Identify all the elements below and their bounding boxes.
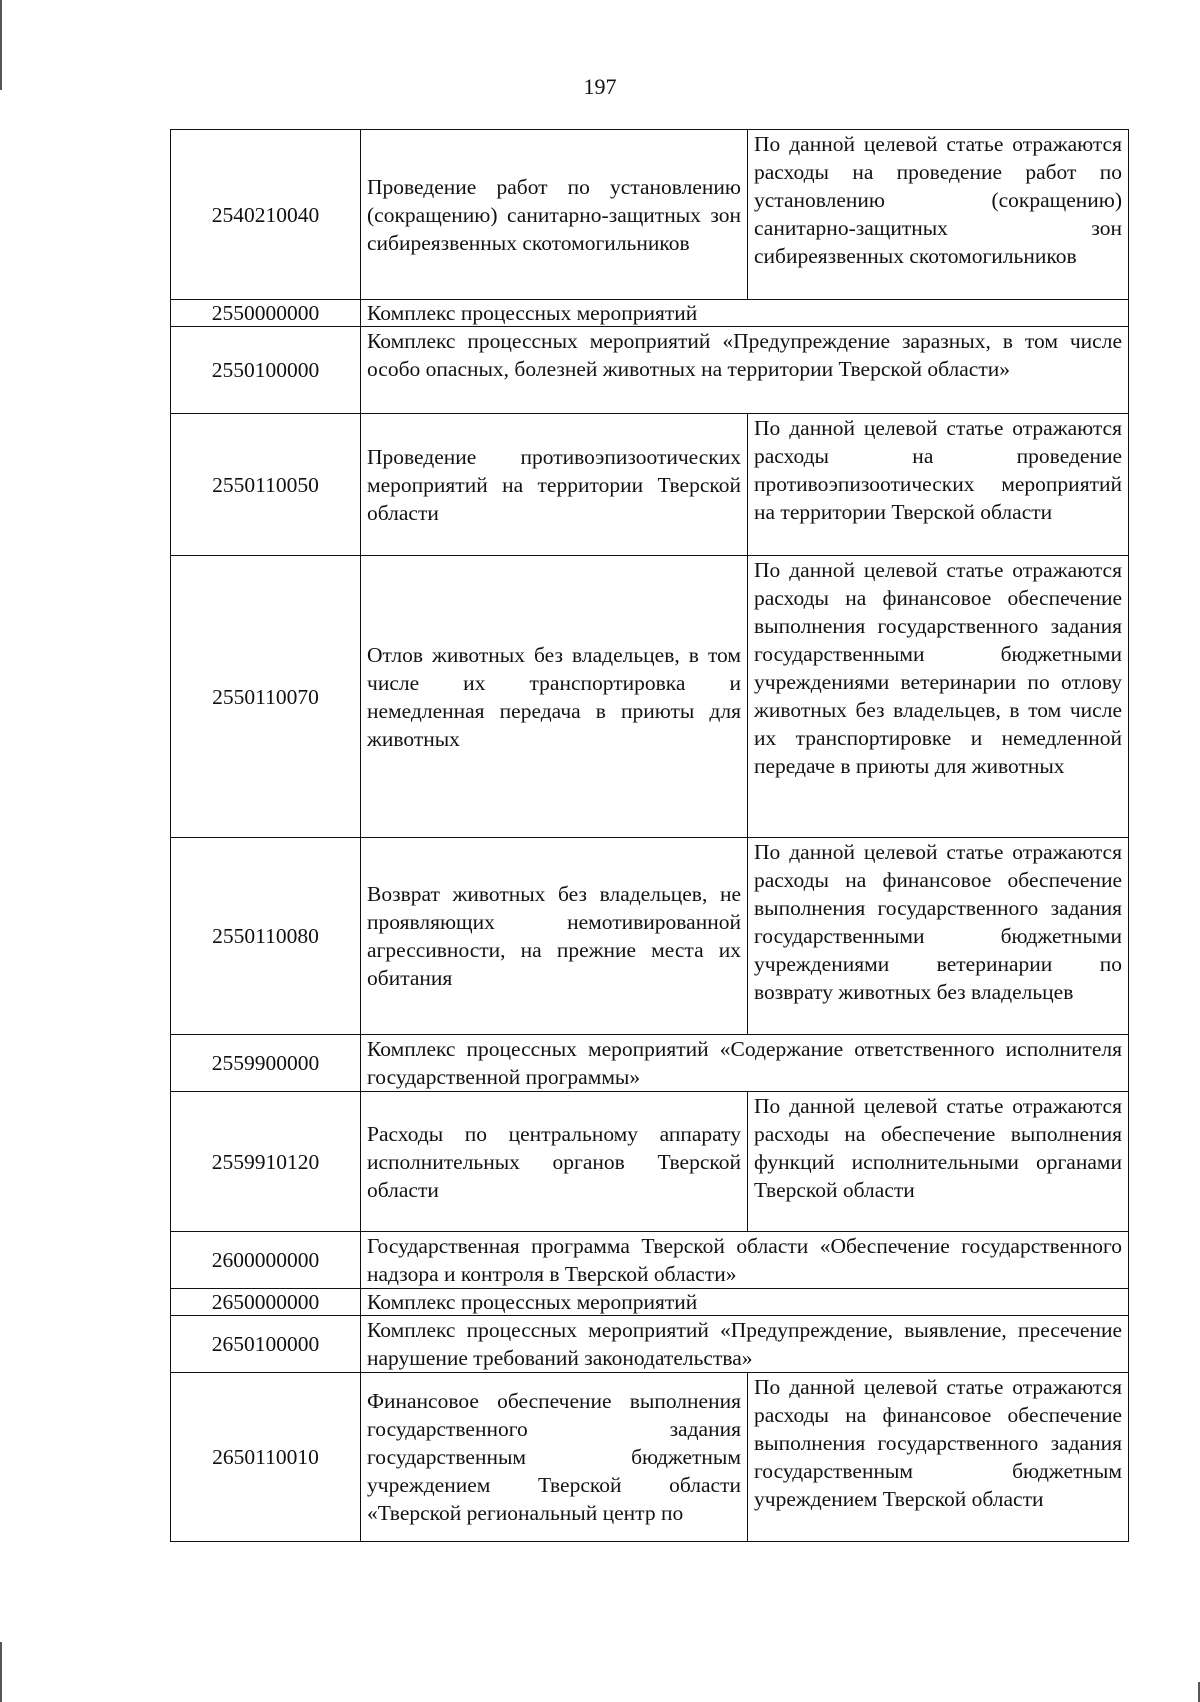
- target-article-code: 2650000000: [171, 1289, 361, 1316]
- table-row: [171, 414, 1129, 556]
- target-article-code: 2650110010: [171, 1373, 361, 1542]
- scan-edge-mark: [0, 1642, 2, 1702]
- table-row: [171, 1232, 1129, 1289]
- target-article-code: 2559910120: [171, 1092, 361, 1232]
- table-row: [171, 1035, 1129, 1092]
- target-article-code: 2550100000: [171, 327, 361, 414]
- target-article-description: По данной целевой статье отражаются расходы на проведение работ по установлению (сокращению) санитарно-защитных зон сибиреязвенных скотомогильников: [748, 130, 1129, 300]
- table-row: [171, 838, 1129, 1035]
- table-row: [171, 1289, 1129, 1316]
- table-row: [171, 130, 1129, 300]
- target-article-name: Расходы по центральному аппарату исполнительных органов Тверской области: [361, 1092, 748, 1232]
- target-article-name: Комплекс процессных мероприятий: [361, 300, 1129, 327]
- table-row: [171, 1316, 1129, 1373]
- table-row: [171, 1092, 1129, 1232]
- target-article-name: Отлов животных без владельцев, в том числе их транспортировка и немедленная передача в приюты для животных: [361, 556, 748, 838]
- target-article-code: 2559900000: [171, 1035, 361, 1092]
- target-article-name: Комплекс процессных мероприятий «Содержание ответственного исполнителя государственной программы»: [361, 1035, 1129, 1092]
- target-article-description: По данной целевой статье отражаются расходы на финансовое обеспечение выполнения государственного задания государственными бюджетными учреждениями ветеринарии по возврату животных без владельцев: [748, 838, 1129, 1035]
- target-article-code: 2550000000: [171, 300, 361, 327]
- target-article-code: 2550110070: [171, 556, 361, 838]
- target-article-name: Проведение работ по установлению (сокращению) санитарно-защитных зон сибиреязвенных скотомогильников: [361, 130, 748, 300]
- target-article-name: Государственная программа Тверской области «Обеспечение государственного надзора и контроля в Тверской области»: [361, 1232, 1129, 1289]
- target-article-name: Комплекс процессных мероприятий «Предупреждение, выявление, пресечение нарушение требований законодательства»: [361, 1316, 1129, 1373]
- target-article-description: По данной целевой статье отражаются расходы на обеспечение выполнения функций исполнительными органами Тверской области: [748, 1092, 1129, 1232]
- target-article-name: Комплекс процессных мероприятий: [361, 1289, 1129, 1316]
- page-number: 197: [583, 74, 617, 99]
- target-article-name: Возврат животных без владельцев, не проявляющих немотивированной агрессивности, на прежние места их обитания: [361, 838, 748, 1035]
- target-article-description: По данной целевой статье отражаются расходы на проведение противоэпизоотических мероприятий на территории Тверской области: [748, 414, 1129, 556]
- budget-classification-table: [170, 129, 1129, 1542]
- target-article-code: 2540210040: [171, 130, 361, 300]
- target-article-description: По данной целевой статье отражаются расходы на финансовое обеспечение выполнения государственного задания государственными бюджетными учреждениями ветеринарии по отлову животных без владельцев, в том числе их транспортировке и немедленной передаче в приюты для животных: [748, 556, 1129, 838]
- table-row: [171, 556, 1129, 838]
- target-article-name: Финансовое обеспечение выполнения государственного задания государственным бюджетным учреждением Тверской области «Тверской региональный центр по: [361, 1373, 748, 1542]
- target-article-code: 2550110080: [171, 838, 361, 1035]
- table-row: [171, 327, 1129, 414]
- target-article-code: 2600000000: [171, 1232, 361, 1289]
- table-row: [171, 300, 1129, 327]
- target-article-name: Проведение противоэпизоотических мероприятий на территории Тверской области: [361, 414, 748, 556]
- target-article-code: 2650100000: [171, 1316, 361, 1373]
- target-article-description: По данной целевой статье отражаются расходы на финансовое обеспечение выполнения государственного задания государственным бюджетным учреждением Тверской области: [748, 1373, 1129, 1542]
- target-article-code: 2550110050: [171, 414, 361, 556]
- target-article-name: Комплекс процессных мероприятий «Предупреждение заразных, в том числе особо опасных, болезней животных на территории Тверской области»: [361, 327, 1129, 414]
- table-row: [171, 1373, 1129, 1542]
